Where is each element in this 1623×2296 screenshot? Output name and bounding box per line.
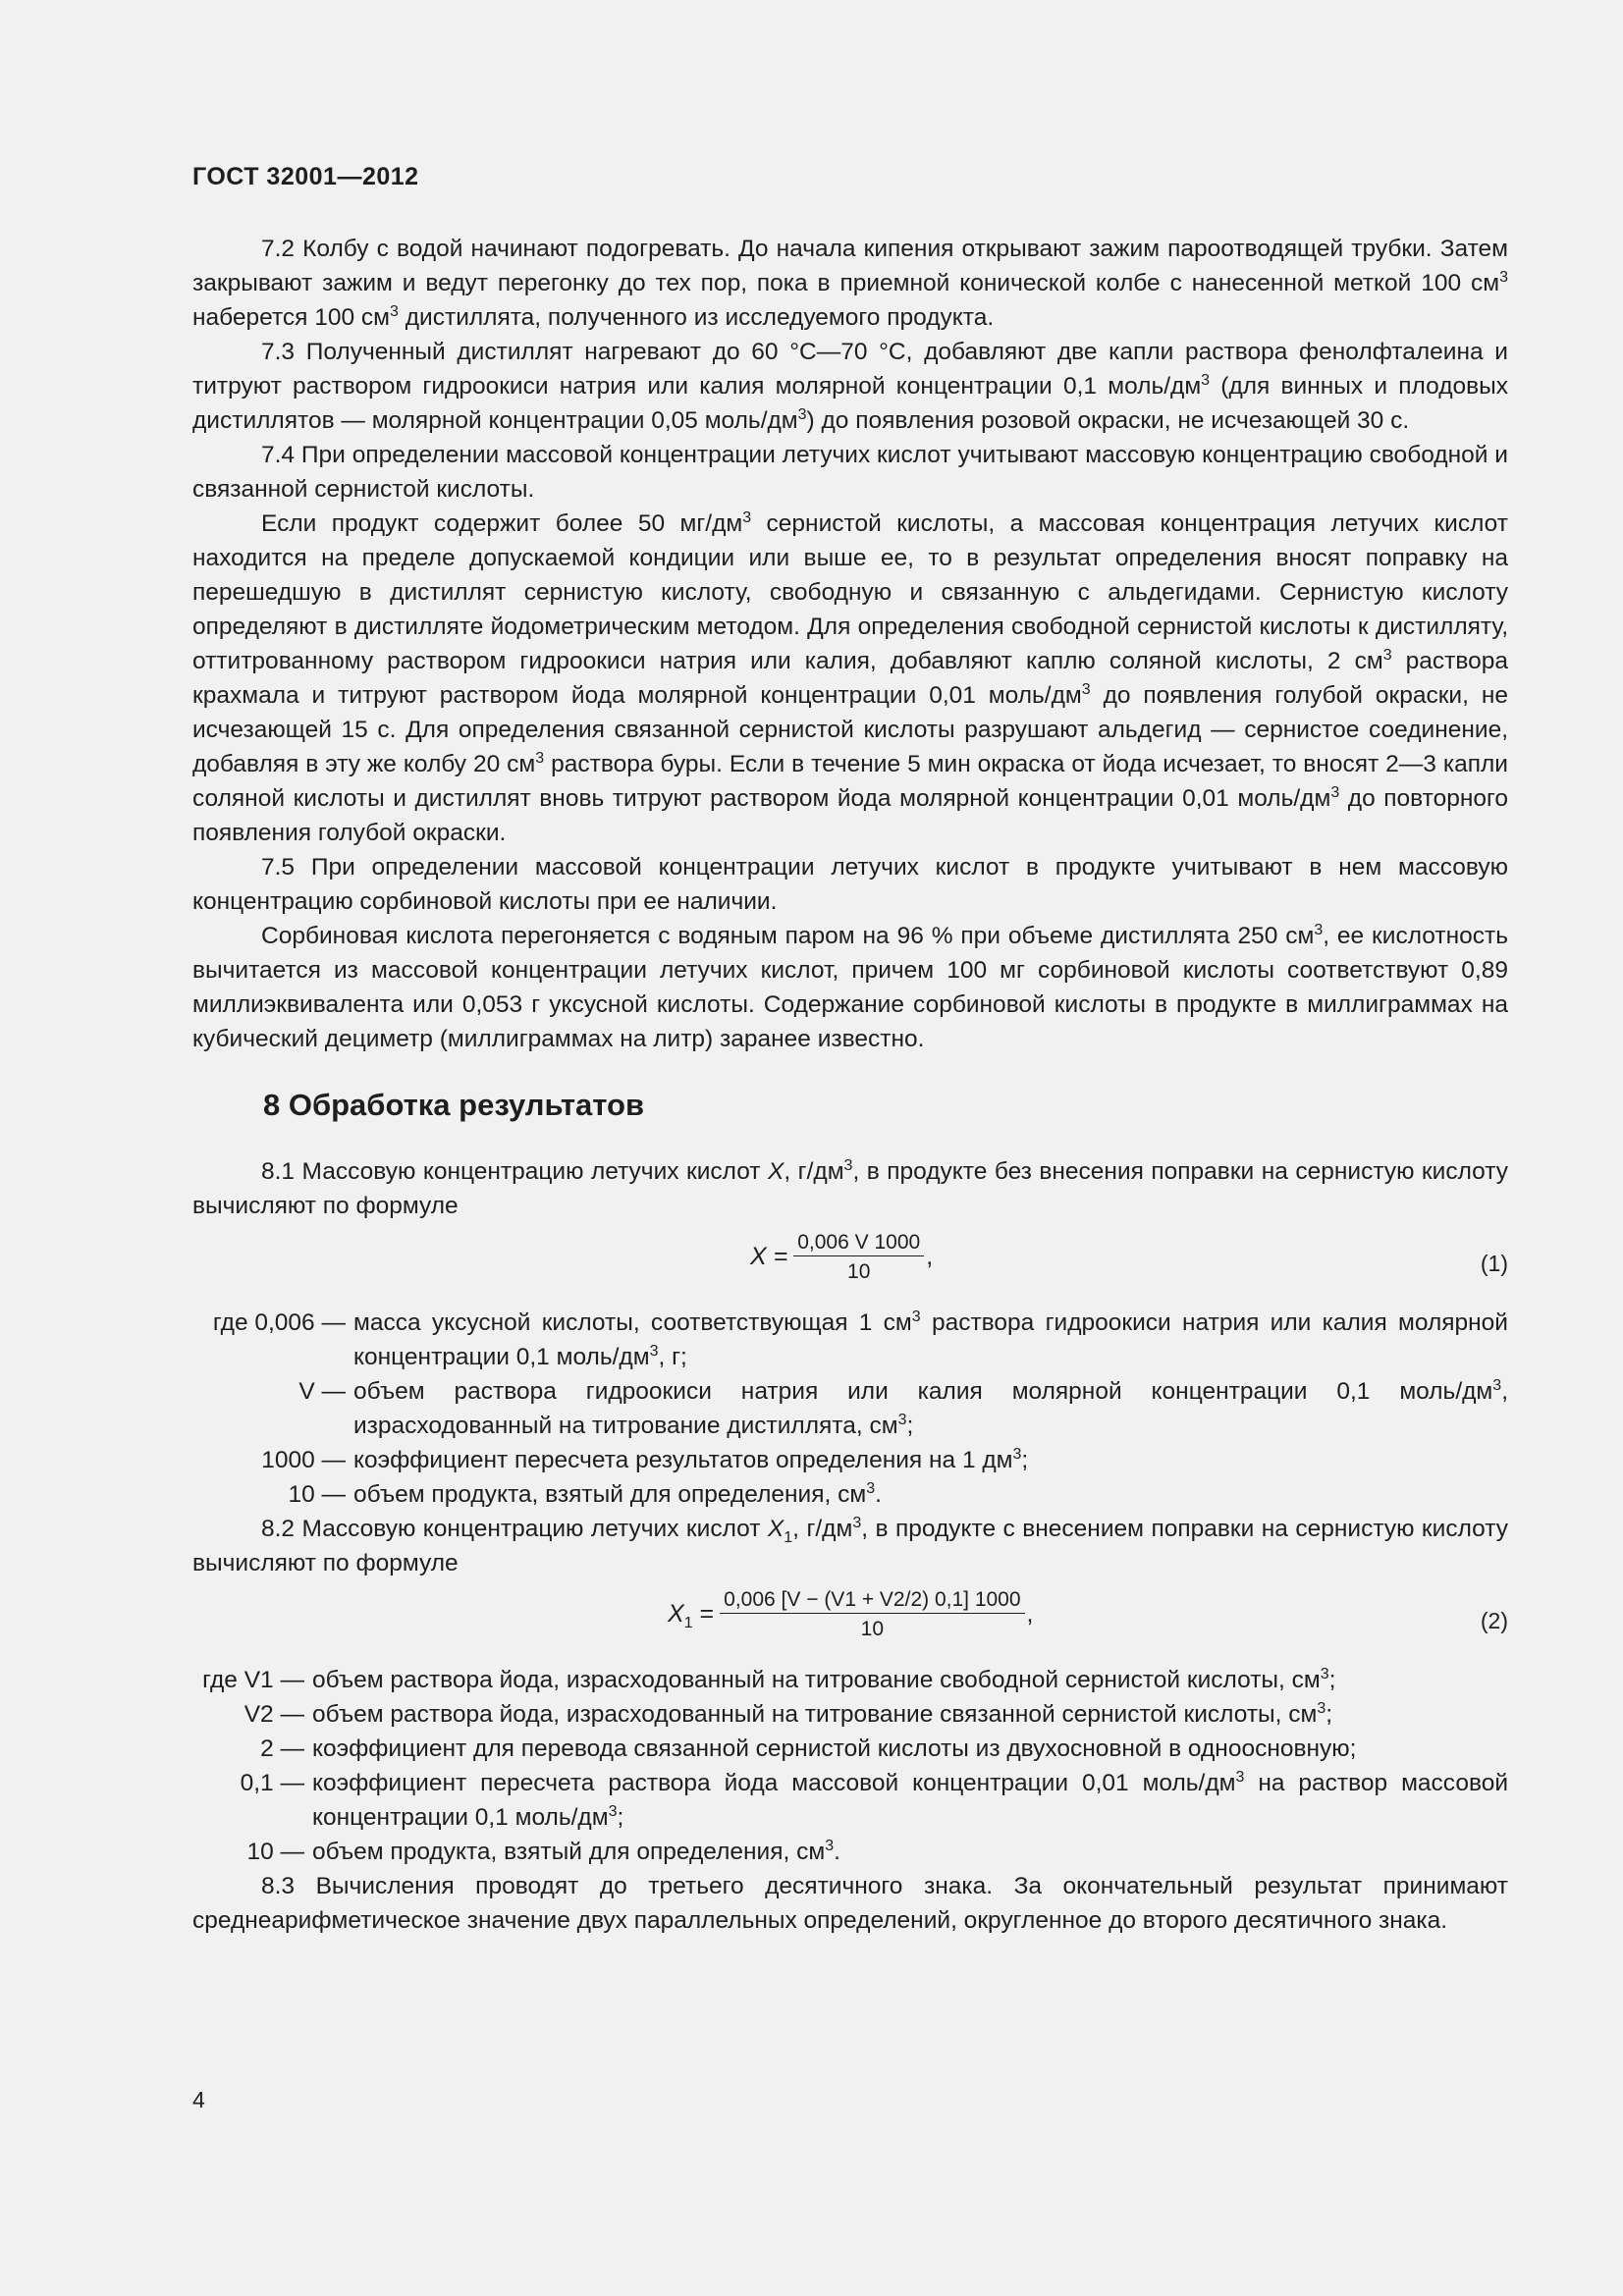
formula-1-number: (1) xyxy=(1480,1251,1508,1276)
paragraph-7-2: 7.2 Колбу с водой начинают подогревать. До начала кипения открывают зажим пароотводящей трубки. Затем закрывают зажим и ведут перегонку до тех пор, пока в приемной конической колбе с нанесенной меткой 100 $см^3$ наберется 100 $см^3$ дистиллята, полученного из исследуемого продукта. xyxy=(192,236,1508,331)
document-code: ГОСТ 32001—2012 xyxy=(192,163,419,190)
formula-2: $X_1$ = $\frac{0,006 [V - (V1 + V2/2) 0,1] 1000}{10}$ , (2) xyxy=(668,1588,1508,1640)
legend-item: 10 — объем продукта, взятый для определения, $см^3$. xyxy=(288,1480,882,1508)
page-number: 4 xyxy=(192,2087,205,2112)
formula-1-legend xyxy=(192,1306,1508,1512)
formula-2-lhs: $X_1$ = xyxy=(668,1600,715,1631)
formula-2-numerator: 0,006 [V − (V1 + V2/2) 0,1] 1000 xyxy=(720,1586,1024,1614)
formula-2-denominator: 10 xyxy=(860,1618,885,1640)
paragraph-8-1: 8.1 Массовую концентрацию летучих кислот X, $г/дм^3$, в продукте без внесения поправки на сернистую кислоту вычисляют по формуле xyxy=(192,1157,1508,1219)
section-8-title: 8 Обработка результатов xyxy=(263,1088,645,1122)
formula-1-numerator: 0,006 V 1000 xyxy=(793,1229,924,1256)
formula-1-lhs: X = xyxy=(750,1243,788,1270)
legend-item: 1000 — коэффициент пересчета результатов определения на 1 $дм^3$; xyxy=(261,1446,1029,1473)
paragraph-7-5-continued: Сорбиновая кислота перегоняется с водяным паром на 96 % при объеме дистиллята 250 $см^3$, ее кислотность вычитается из массовой концентрации летучих кислот, причем 100 мг сорбиновой кислоты соответствуют 0,89 миллиэквивалента или 0,053 г уксусной кислоты. Содержание сорбиновой кислоты в продукте в миллиграммах на кубический дециметр (миллиграммах на литр) заранее известно. xyxy=(192,922,1508,1052)
formula-1: X = $\frac{0,006 V 1000}{10}$ , (1) xyxy=(750,1231,1508,1283)
document-body xyxy=(192,232,1508,1938)
paragraph-8-3: 8.3 Вычисления проводят до третьего десятичного знака. За окончательный результат принимают среднеарифметическое значение двух параллельных определений, округленное до второго десятичного знака. xyxy=(192,1873,1508,1934)
paragraph-7-4-continued: Если продукт содержит более 50 $мг/дм^3$ сернистой кислоты, а массовая концентрация летучих кислот находится на пределе допускаемой кондиции или выше ее, то в результат определения вносят поправку на перешедшую в дистиллят сернистую кислоту, свободную и связанную с альдегидами. Сернистую кислоту определяют в дистилляте йодометрическим методом. Для определения свободной сернистой кислоты к дистилляту, оттитрованному раствором гидроокиси натрия или калия, добавляют каплю соляной кислоты, 2 $см^3$ раствора крахмала и титруют раствором йода молярной концентрации 0,01 моль/$дм^3$ до появления голубой окраски, не исчезающей 15 с. Для определения связанной сернистой кислоты разрушают альдегид — сернистое соединение, добавляя в эту же колбу 20 $см^3$ раствора буры. Если в течение 5 мин окраска от йода исчезает, то вносят 2—3 капли соляной кислоты и дистиллят вновь титруют раствором йода молярной концентрации 0,01 моль/$дм^3$ до повторного появления голубой окраски. xyxy=(192,509,1508,846)
paragraph-8-2: 8.2 Массовую концентрацию летучих кислот $X_1$, $г/дм^3$, в продукте с внесением поправки на сернистую кислоту вычисляют по формуле xyxy=(192,1515,1508,1576)
formula-2-number: (2) xyxy=(1480,1608,1508,1633)
formula-2-legend xyxy=(192,1663,1508,1869)
legend-item: 10 — объем продукта, взятый для определения, $см^3$. xyxy=(246,1838,840,1865)
paragraph-7-3: 7.3 Полученный дистиллят нагревают до 60 °С—70 °С, добавляют две капли раствора фенолфталеина и титруют раствором гидроокиси натрия или калия молярной концентрации 0,1 моль/$дм^3$ (для винных и плодовых дистиллятов — молярной концентрации 0,05 моль/$дм^3$) до появления розовой окраски, не исчезающей 30 с. xyxy=(192,339,1508,434)
legend-item: 2 — коэффициент для перевода связанной сернистой кислоты из двухосновной в одноосновную; xyxy=(260,1735,1357,1762)
legend-item: где V1 — объем раствора йода, израсходованный на титрование свободной сернистой кислоты, $см^3$; xyxy=(202,1666,1336,1693)
paragraph-7-4: 7.4 При определении массовой концентрации летучих кислот учитывают массовую концентрацию свободной и связанной сернистой кислоты. xyxy=(192,442,1508,503)
legend-item: V — объем раствора гидроокиси натрия или калия молярной концентрации 0,1 моль/$дм^3$, израсходованный на титрование дистиллята, $см^3$; xyxy=(298,1377,1508,1439)
legend-item: где 0,006 — масса уксусной кислоты, соответствующая 1 $см^3$ раствора гидроокиси натрия или калия молярной концентрации 0,1 моль/$дм^3$, г; xyxy=(212,1308,1508,1370)
legend-item: V2 — объем раствора йода, израсходованный на титрование связанной сернистой кислоты, $см^3$; xyxy=(243,1700,1333,1728)
formula-1-denominator: 10 xyxy=(847,1260,871,1283)
paragraph-7-5: 7.5 При определении массовой концентрации летучих кислот в продукте учитывают в нем массовую концентрацию сорбиновой кислоты при ее наличии. xyxy=(192,854,1508,915)
legend-item: 0,1 — коэффициент пересчета раствора йода массовой концентрации 0,01 моль/$дм^3$ на раствор массовой концентрации 0,1 моль/$дм^3$; xyxy=(240,1769,1509,1831)
